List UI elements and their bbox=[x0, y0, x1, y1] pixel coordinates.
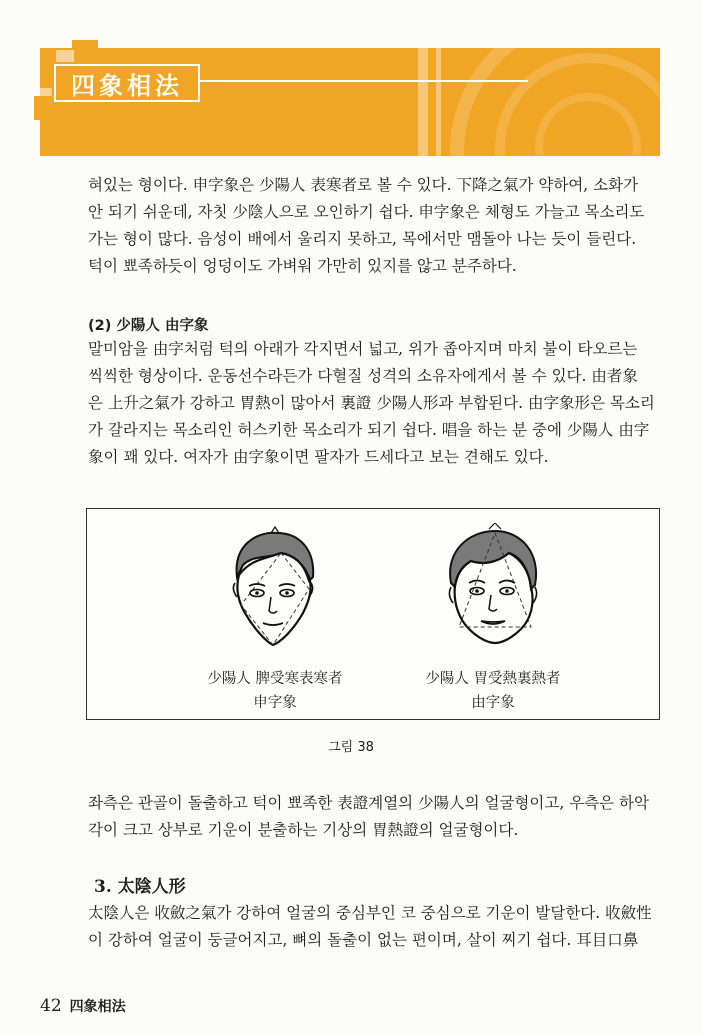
banner-stripe bbox=[436, 48, 441, 156]
nose bbox=[489, 595, 497, 611]
hair-shape bbox=[237, 533, 314, 581]
caption-line: 申字象 bbox=[253, 695, 297, 711]
caption-line: 少陽人 脾受寒表寒者 bbox=[207, 671, 343, 687]
text-line: 안 되기 쉬운데, 자칫 少陰人으로 오인하기 쉽다. 申字象은 체형도 가늘고 목소리도 bbox=[88, 203, 645, 221]
text-line: 은 上升之氣가 강하고 胃熱이 많아서 裏證 少陽人形과 부합된다. 由字象形은 목소리 bbox=[88, 394, 655, 412]
header-rule bbox=[198, 80, 528, 82]
face-illustration-left bbox=[223, 525, 323, 649]
text-line: 가는 형이 많다. 음성이 배에서 울리지 못하고, 목에서만 맴돌아 나는 듯이 들린다. bbox=[88, 230, 637, 248]
text-line: 말미암을 由字처럼 턱의 아래가 각지면서 넓고, 위가 좁아지며 마치 불이 타오르는 bbox=[88, 340, 638, 358]
eyebrows bbox=[249, 584, 295, 586]
banner-corner-block bbox=[72, 40, 98, 54]
text-line: 象이 꽤 있다. 여자가 由字象이면 팔자가 드세다고 보는 견해도 있다. bbox=[88, 448, 549, 466]
subsection-heading: (2) 少陽人 由字象 bbox=[88, 318, 209, 334]
text-line: 가 갈라지는 목소리인 허스키한 목소리가 되기 쉽다. 唱을 하는 분 중에 少陽人 由字 bbox=[88, 421, 650, 439]
footer-book-title: 四象相法 bbox=[69, 999, 126, 1015]
figure-explanation bbox=[88, 790, 666, 844]
caption-line: 少陽人 胃受熱裏熱者 bbox=[425, 671, 561, 687]
face-outline bbox=[455, 553, 533, 643]
page-number: 42 bbox=[40, 996, 62, 1016]
figure-caption-left bbox=[155, 667, 395, 715]
caption-line: 由字象 bbox=[471, 695, 515, 711]
subsection-paragraph bbox=[88, 336, 666, 471]
banner-stripe bbox=[418, 48, 428, 156]
intro-paragraph bbox=[88, 172, 666, 280]
mouth bbox=[481, 621, 505, 624]
text-line: 각이 크고 상부로 기운이 분출하는 기상의 胃熱證의 얼굴형이다. bbox=[88, 821, 519, 839]
banner-corner-block bbox=[34, 96, 54, 120]
text-line: 좌측은 관골이 돌출하고 턱이 뾰족한 表證계열의 少陽人의 얼굴형이고, 우측은 하악 bbox=[88, 794, 649, 812]
hair-shape bbox=[450, 531, 536, 589]
text-line: 太陰人은 收斂之氣가 강하여 얼굴의 중심부인 코 중심으로 기운이 발달한다. 收斂性 bbox=[88, 904, 652, 922]
banner-corner-block bbox=[56, 50, 74, 62]
page-footer bbox=[40, 996, 126, 1016]
nose bbox=[269, 597, 277, 613]
figure-number: 그림 38 bbox=[328, 740, 374, 755]
text-line: 턱이 뾰족하듯이 엉덩이도 가벼워 가만히 있지를 않고 분주하다. bbox=[88, 257, 517, 275]
ears bbox=[233, 583, 312, 597]
figure-box bbox=[86, 508, 660, 720]
text-line: 혀있는 형이다. 申字象은 少陽人 表寒者로 볼 수 있다. 下降之氣가 약하여, 소화가 bbox=[88, 176, 639, 194]
top-marker bbox=[489, 523, 501, 529]
section3-paragraph bbox=[88, 900, 666, 954]
guide-triangle bbox=[241, 553, 309, 645]
face-outline bbox=[237, 553, 310, 645]
text-line: 이 강하여 얼굴이 둥글어지고, 뼈의 돌출이 없는 편이며, 살이 찌기 쉽다. 耳目口鼻 bbox=[88, 931, 639, 949]
figure-caption-right bbox=[373, 667, 613, 715]
ears bbox=[449, 587, 536, 603]
face-illustration-right bbox=[443, 523, 543, 649]
header-title-tab bbox=[54, 64, 200, 102]
text-line: 씩씩한 형상이다. 운동선수라든가 다혈질 성격의 소유자에게서 볼 수 있다. 由者象 bbox=[88, 367, 638, 385]
header-title: 四象相法 bbox=[71, 71, 183, 100]
mouth bbox=[263, 623, 283, 625]
section-heading: 3. 太陰人形 bbox=[94, 877, 186, 897]
